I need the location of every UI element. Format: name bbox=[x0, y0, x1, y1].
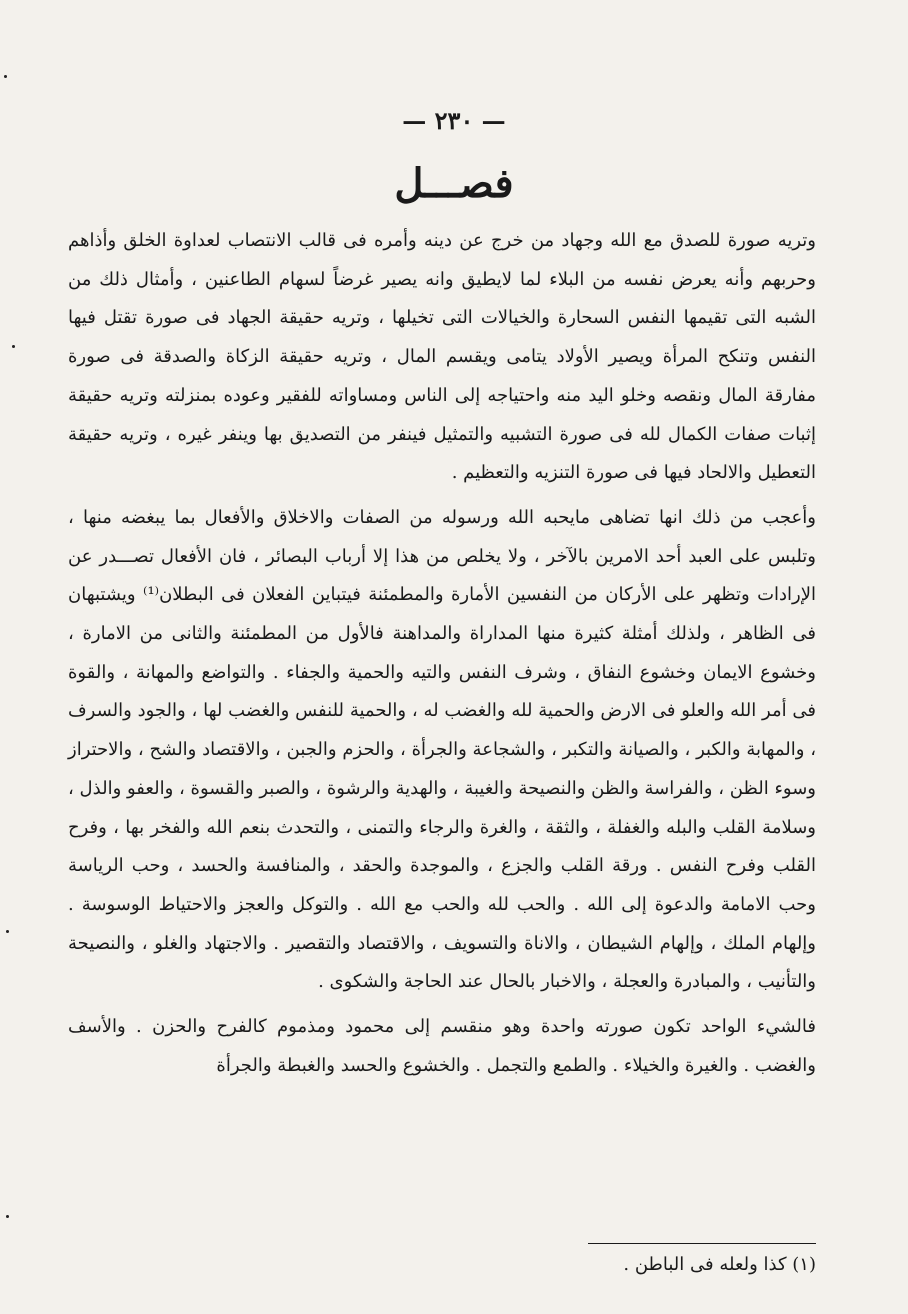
footnote: (١) كذا ولعله فى الباطن . bbox=[623, 1254, 816, 1275]
page-number: — ٢٣٠ — bbox=[402, 106, 506, 135]
paragraph-1: وتريه صورة للصدق مع الله وجهاد من خرج عن دينه وأمره فى قالب الانتصاب لعداوة الخلق وأذاهم وحربهم وأنه يعرض نفسه من البلاء لما لايطيق وانه يصير غرضاً لسهام الطاعنين ، وأمثال ذلك من الشبه التى تقيمها النفس السحارة والخيالات التى تخيلها ، وتريه حقيقة الجهاد فى صورة تقتل فيها النفس وتنكح المرأة ويصير الأولاد يتامى ويقسم المال ، وتريه حقيقة الزكاة والصدقة فى صورة مفارقة المال ونقصه وخلو اليد منه واحتياجه إلى الناس ومساواته للفقير وعوده بمنزلته وتريه حقيقة إثبات صفات الكمال لله فى صورة التشبيه والتمثيل فينفر من التصديق بها وينفر غيره ، وتريه حقيقة التعطيل والالحاد فيها فى صورة التنزيه والتعظيم . bbox=[68, 230, 816, 484]
paragraph-3: فالشيء الواحد تكون صورته واحدة وهو منقسم إلى محمود ومذموم كالفرح والحزن . والأسف والغضب . والغيرة والخيلاء . والطمع والتجمل . والخشوع والحسد والغبطة والجرأة bbox=[68, 1016, 817, 1076]
scan-speck-icon bbox=[12, 345, 15, 348]
scan-speck-icon bbox=[6, 1215, 9, 1218]
body-text bbox=[68, 222, 816, 1085]
paragraph-2: وأعجب من ذلك انها تضاهى مايحبه الله ورسوله من الصفات والاخلاق والأفعال بما يبغضه منها ، وتلبس على العبد أحد الامرين بالآخر ، ولا يخلص من هذا إلا أرباب البصائر ، فان الأفعال تصـــدر عن الإرادات وتظهر على الأركان من النفسين الأمارة والمطمئنة فيتباين الفعلان فى البطلان⁽¹⁾ ويشتبهان فى الظاهر ، ولذلك أمثلة كثيرة منها المداراة والمداهنة فالأول من المطمئنة والثانى من الامارة ، وخشوع الايمان وخشوع النفاق ، وشرف النفس والتيه والحمية والجفاء . والتواضع والمهانة ، والقوة فى أمر الله والعلو فى الارض والحمية لله والغضب له ، والحمية للنفس والغضب لها ، والجود والسرف ، والمهابة والكبر ، والصيانة والتكبر ، والشجاعة والجرأة ، والحزم والجبن ، والاقتصاد والشح ، والاحتراز وسوء الظن ، والفراسة والظن والنصيحة والغيبة ، والهدية والرشوة ، والصبر والقسوة ، والعفو والذل ، وسلامة القلب والبله والغفلة ، والثقة ، والغرة والرجاء والتمنى ، والتحدث بنعم الله والفخر بها ، وفرح القلب وفرح النفس . ورقة القلب والجزع ، والموجدة والحقد ، والمنافسة والحسد ، وحب الرياسة وحب الامامة والدعوة إلى الله . والحب لله والحب مع الله . والتوكل والعجز والاحتياط الوسوسة . وإلهام الملك ، وإلهام الشيطان ، والاناة والتسويف ، والاقتصاد والتقصير . والاجتهاد والغلو ، والنصيحة والتأنيب ، والمبادرة والعجلة ، والاخبار بالحال عند الحاجة والشكوى . bbox=[68, 506, 817, 993]
scan-speck-icon bbox=[6, 930, 9, 933]
scan-speck-icon bbox=[4, 75, 7, 78]
section-title: فصـــل bbox=[394, 160, 514, 207]
footnote-divider bbox=[588, 1243, 816, 1244]
